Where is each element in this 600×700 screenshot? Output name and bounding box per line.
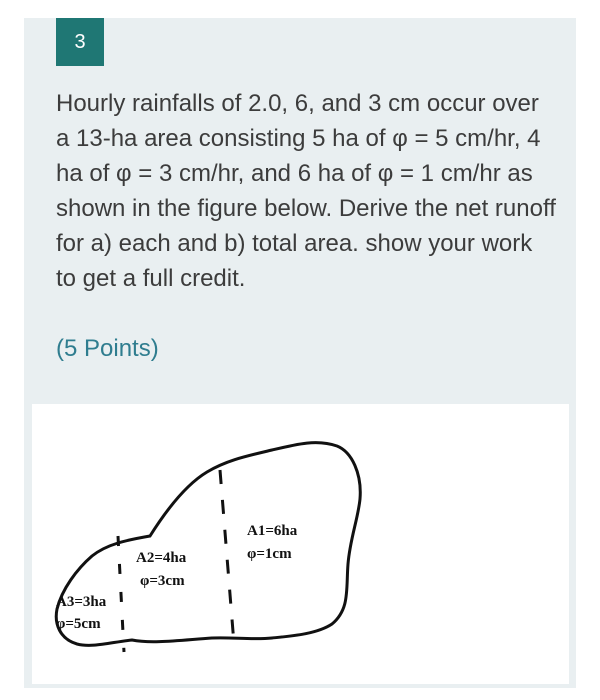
- a3-phi-label: φ=5cm: [56, 616, 101, 632]
- watershed-figure: [32, 404, 569, 684]
- question-number-badge: 3: [56, 18, 104, 66]
- question-card: [24, 18, 576, 688]
- a1-area-label: A1=6ha: [247, 523, 298, 539]
- question-points: (5 Points): [56, 335, 159, 362]
- question-text: Hourly rainfalls of 2.0, 6, and 3 cm occur over a 13-ha area consisting 5 ha of φ = 5 cm/hr, 4 ha of φ = 3 cm/hr, and 6 ha of φ = 1 cm/hr as shown in the figure below. Derive the net runoff for a) each and b) total area. show your work to get a full credit.: [56, 90, 556, 292]
- watershed-diagram: [32, 404, 569, 684]
- divider-a1-a2: [220, 470, 234, 644]
- a2-phi-label: φ=3cm: [140, 573, 185, 589]
- divider-a2-a3: [118, 536, 124, 652]
- a2-area-label: A2=4ha: [136, 550, 187, 566]
- a1-phi-label: φ=1cm: [247, 546, 292, 562]
- watershed-boundary: [56, 443, 360, 646]
- a3-area-label: A3=3ha: [56, 594, 107, 610]
